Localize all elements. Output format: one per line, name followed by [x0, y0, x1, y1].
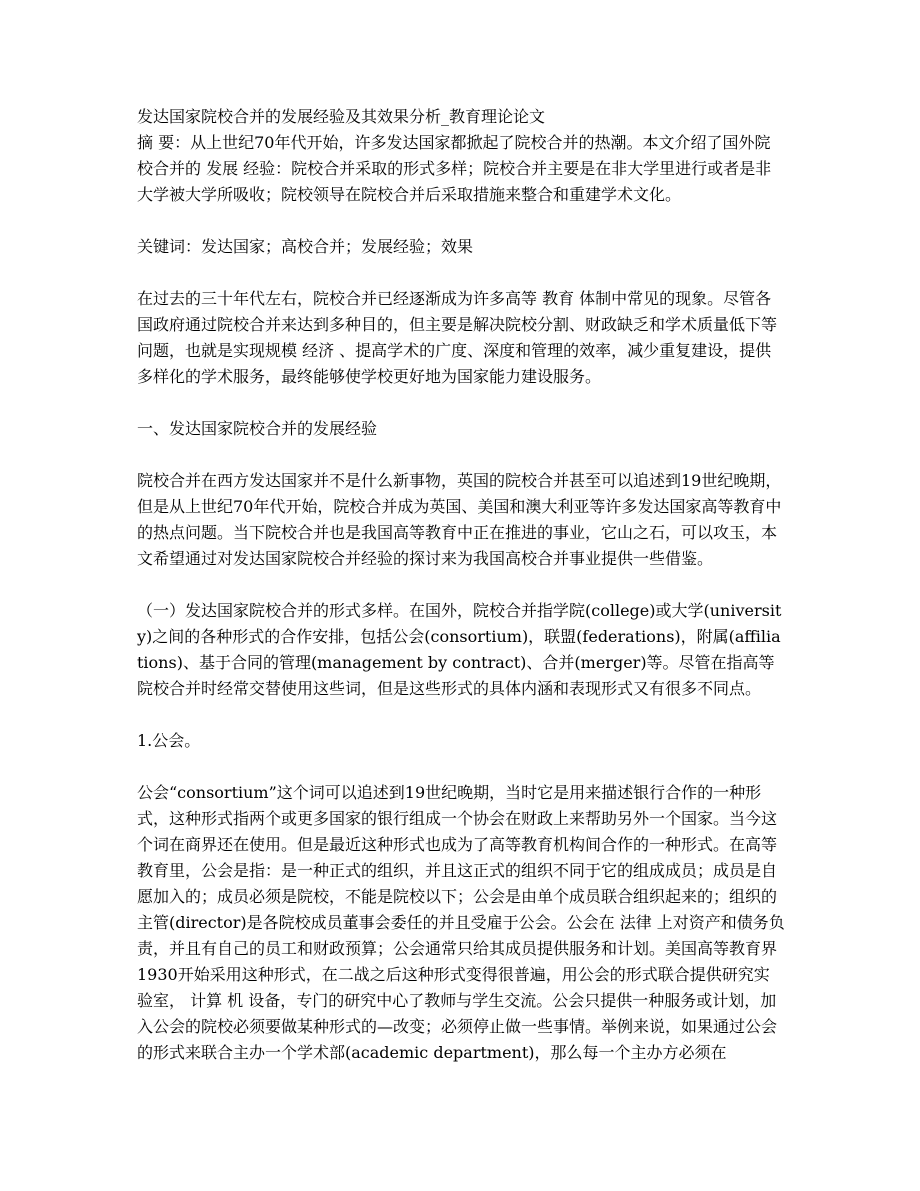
section-body-paragraph: 院校合并在西方发达国家并不是什么新事物，英国的院校合并甚至可以追述到19世纪晚期，但是从上世纪70年代开始，院校合并成为英国、美国和澳大利亚等许多发达国家高等教育中的热点问题。当下院校合并也是我国高等教育中正在推进的事业，它山之石，可以攻玉，本文希望通过对发达国家院校合并经验的探讨来为我国高校合并事业提供一些借鉴。 — [137, 471, 782, 568]
item-heading: 1.公会。 — [137, 731, 201, 750]
item-body-paragraph: 公会“consortium”这个词可以追述到19世纪晚期，当时它是用来描述银行合作的一种形式，这种形式指两个或更多国家的银行组成一个协会在财政上来帮助另外一个国家。当今这个词在商界还在使用。但是最近这种形式也成为了高等教育机构间合作的一种形式。在高等教育里，公会是指：是一种正式的组织，并且这正式的组织不同于它的组成成员；成员是自愿加入的；成员必须是院校，不能是院校以下；公会是由单个成员联合组织起来的；组织的主管(director)是各院校成员董事会委任的并且受雇于公会。公会在 法律 上对资产和债务负责，并且有自己的员工和财政预算；公会通常只给其成员提供服务和计划。美国高等教育界1930开始采用这种形式，在二战之后这种形式变得很普遍，用公会的形式联合提供研究实验室， 计算 机 设备，专门的研究中心了教师与学生交流。公会只提供一种服务或计划，加入公会的院校必须要做某种形式的—改变；必须停止做一些事情。举例来说，如果通过公会的形式来联合主办一个学术部(academic department)，那么每一个主办方必须在 — [137, 783, 785, 1062]
document-title: 发达国家院校合并的发展经验及其效果分析_教育理论论文 — [137, 107, 546, 126]
intro-paragraph: 在过去的三十年代左右，院校合并已经逐渐成为许多高等 教育 体制中常见的现象。尽管各国政府通过院校合并来达到多种目的，但主要是解决院校分割、财政缺乏和学术质量低下等问题，也就是实现规模 经济 、提高学术的广度、深度和管理的效率，减少重复建设，提供多样化的学术服务，最终能够使学校更好地为国家能力建设服务。 — [137, 289, 778, 386]
keywords-paragraph: 关键词：发达国家；高校合并；发展经验；效果 — [137, 237, 474, 256]
abstract-paragraph: 摘 要：从上世纪70年代开始，许多发达国家都掀起了院校合并的热潮。本文介绍了国外院校合并的 发展 经验：院校合并采取的形式多样；院校合并主要是在非大学里进行或者是非大学被大学所吸收；院校领导在院校合并后采取措施来整合和重建学术文化。 — [137, 133, 772, 204]
document-page — [137, 104, 785, 1066]
section-heading: 一、发达国家院校合并的发展经验 — [137, 419, 378, 438]
subsection-paragraph: （一）发达国家院校合并的形式多样。在国外，院校合并指学院(college)或大学(university)之间的各种形式的合作安排，包括公会(consortium)，联盟(federations)，附属(affiliations)、基于合同的管理(management by contract)、合并(merger)等。尽管在指高等院校合并时经常交替使用这些词，但是这些形式的具体内涵和表现形式又有很多不同点。 — [137, 601, 782, 698]
